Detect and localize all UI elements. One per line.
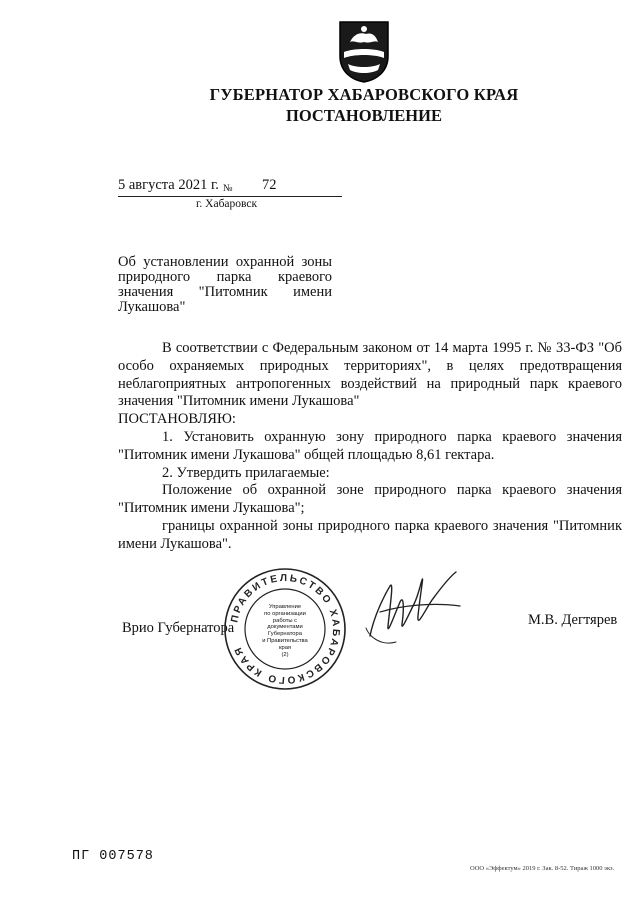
number-sign: №: [222, 183, 233, 194]
stamp-center-text: [258, 604, 312, 658]
preamble-paragraph: В соответствии с Федеральным законом от 14 марта 1995 г. № 33-ФЗ "Об особо охраняемых природных территориях", в целях предотвращения неблагоприятных антропогенных воздействий на природный парк краевого значения "Питомник имени Лукашова": [118, 340, 622, 410]
decree-word: ПОСТАНОВЛЯЮ:: [118, 411, 236, 428]
stamp-line: края: [278, 644, 292, 651]
stamp-line: (2): [281, 651, 289, 658]
stamp-line: работы с документами: [267, 617, 303, 631]
printing-info: ООО «Эффектум» 2019 г. Зак. 8-52. Тираж 1000 экз.: [470, 865, 615, 872]
handwritten-signature-icon: [360, 566, 464, 656]
document-number: 72: [262, 177, 277, 193]
document-subject: Об установлении охранной зоны природного парка краевого значения "Питомник имени Лукашова": [118, 254, 332, 315]
signatory-name: М.В. Дегтярев: [528, 612, 618, 628]
document-body: [118, 340, 622, 554]
official-stamp: [222, 566, 348, 692]
document-date: 5 августа 2021 г.: [118, 177, 219, 193]
document-city: г. Хабаровск: [196, 198, 258, 210]
coat-of-arms-icon: [336, 18, 392, 84]
stamp-ring-text: ПРАВИТЕЛЬСТВО ХАБАРОВСКОГО КРАЯ: [229, 572, 342, 686]
decree-item-2: 2. Утвердить прилагаемые:: [162, 464, 330, 481]
decree-item-1: 1. Установить охранную зону природного парка краевого значения "Питомник имени Лукашова" общей площадью 8,61 гектара.: [118, 428, 622, 463]
stamp-line: Управление: [268, 604, 302, 610]
document-type: ПОСТАНОВЛЕНИЕ: [286, 106, 442, 125]
date-number-line: [118, 177, 342, 197]
form-serial-number: ПГ 007578: [72, 849, 154, 864]
stamp-line: Губернатора: [268, 631, 302, 638]
stamp-line: и Правительства: [262, 637, 308, 644]
signatory-position: Врио Губернатора: [122, 620, 235, 636]
stamp-line: по организации: [264, 610, 306, 617]
issuing-authority: ГУБЕРНАТОР ХАБАРОВСКОГО КРАЯ: [209, 85, 519, 104]
decree-item-2a: Положение об охранной зоне природного парка краевого значения "Питомник имени Лукашова";: [118, 482, 622, 517]
decree-item-2b: границы охранной зоны природного парка краевого значения "Питомник имени Лукашова".: [118, 517, 622, 552]
